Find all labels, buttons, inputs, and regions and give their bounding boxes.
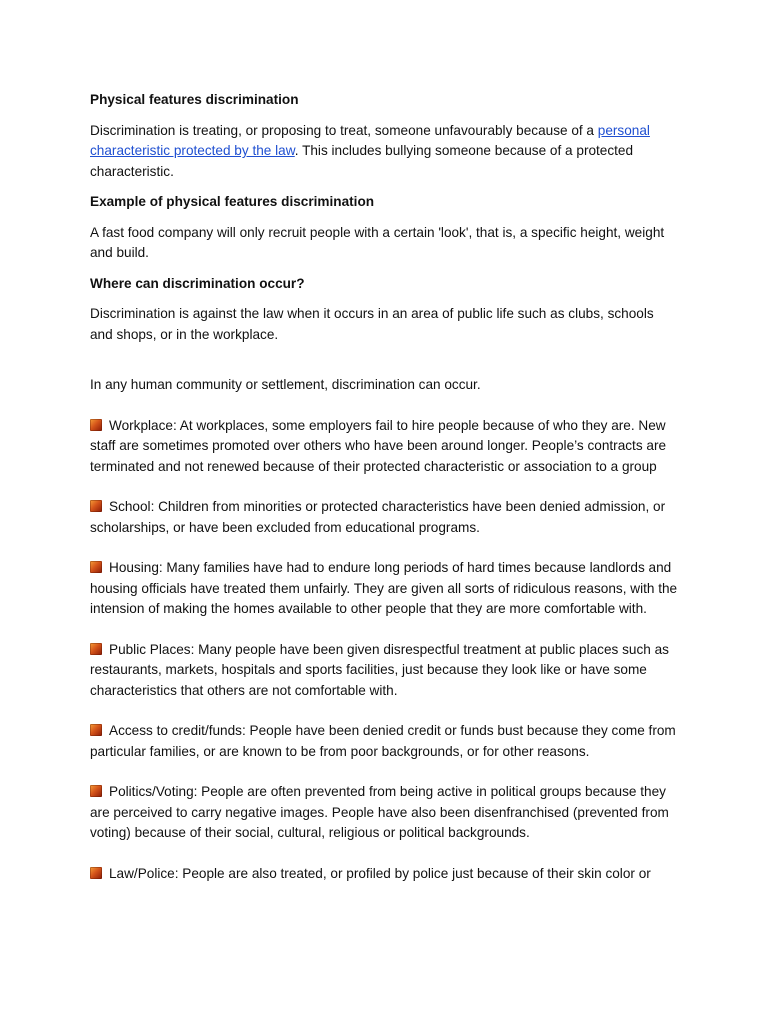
- list-item-text: Housing: Many families have had to endure long periods of hard times because landlords and housing officials have treated them unfairly. They are given all sorts of ridiculous reasons, with the intension of making the homes available to other people that they are more comfortable with.: [90, 560, 678, 616]
- heading-where-occur: Where can discrimination occur?: [90, 275, 305, 291]
- paragraph-where-occur: Discrimination is against the law when it occurs in an area of public life such as clubs, schools and shops, or in the workplace.: [90, 306, 654, 342]
- list-item-credit: [90, 721, 680, 762]
- orange-square-bullet-icon: [90, 724, 102, 736]
- list-item-text: Law/Police: People are also treated, or profiled by police just because of their skin color or: [109, 865, 651, 881]
- list-item-school: [90, 497, 680, 538]
- list-item-text: Politics/Voting: People are often prevented from being active in political groups because they are perceived to carry negative images. People have also been disenfranchised (prevented from voting) because of their social, cultural, religious or political backgrounds.: [90, 784, 669, 840]
- orange-square-bullet-icon: [90, 419, 102, 431]
- list-item-law-police: [90, 864, 680, 885]
- document-page: [90, 90, 680, 904]
- paragraph-example: A fast food company will only recruit people with a certain 'look', that is, a specific height, weight and build.: [90, 224, 665, 260]
- orange-square-bullet-icon: [90, 867, 102, 879]
- list-item-text: Access to credit/funds: People have been denied credit or funds bust because they come from particular families, or are known to be from poor backgrounds, or for other reasons.: [90, 723, 676, 759]
- paragraph-definition-text-end: . This includes bullying someone because of a protected characteristic.: [90, 143, 634, 179]
- paragraph-definition: [90, 121, 680, 183]
- heading-example: Example of physical features discrimination: [90, 194, 375, 209]
- protected-characteristic-link[interactable]: personal characteristic protected by the law: [90, 122, 650, 158]
- paragraph-community: In any human community or settlement, discrimination can occur.: [90, 377, 481, 392]
- orange-square-bullet-icon: [90, 785, 102, 797]
- list-item-workplace: [90, 416, 680, 478]
- orange-square-bullet-icon: [90, 561, 102, 573]
- list-item-public-places: [90, 640, 680, 702]
- spacer: [90, 355, 680, 375]
- orange-square-bullet-icon: [90, 500, 102, 512]
- list-item-text: School: Children from minorities or protected characteristics have been denied admission, or scholarships, or have been excluded from educational programs.: [90, 499, 666, 535]
- heading-physical-features: Physical features discrimination: [90, 92, 299, 107]
- list-item-politics: [90, 782, 680, 844]
- list-item-housing: [90, 558, 680, 620]
- list-item-text: Public Places: Many people have been given disrespectful treatment at public places such as restaurants, markets, hospitals and sports facilities, just because they look like or have some characteristics that others are not comfortable with.: [90, 641, 669, 698]
- paragraph-definition-text-start: Discrimination is treating, or proposing to treat, someone unfavourably because of a: [90, 122, 598, 138]
- orange-square-bullet-icon: [90, 643, 102, 655]
- list-item-text: Workplace: At workplaces, some employers fail to hire people because of who they are. New staff are sometimes promoted over others who have been around longer. People’s contracts are terminated and not renewed because of their protected characteristic or association to a group: [90, 417, 667, 474]
